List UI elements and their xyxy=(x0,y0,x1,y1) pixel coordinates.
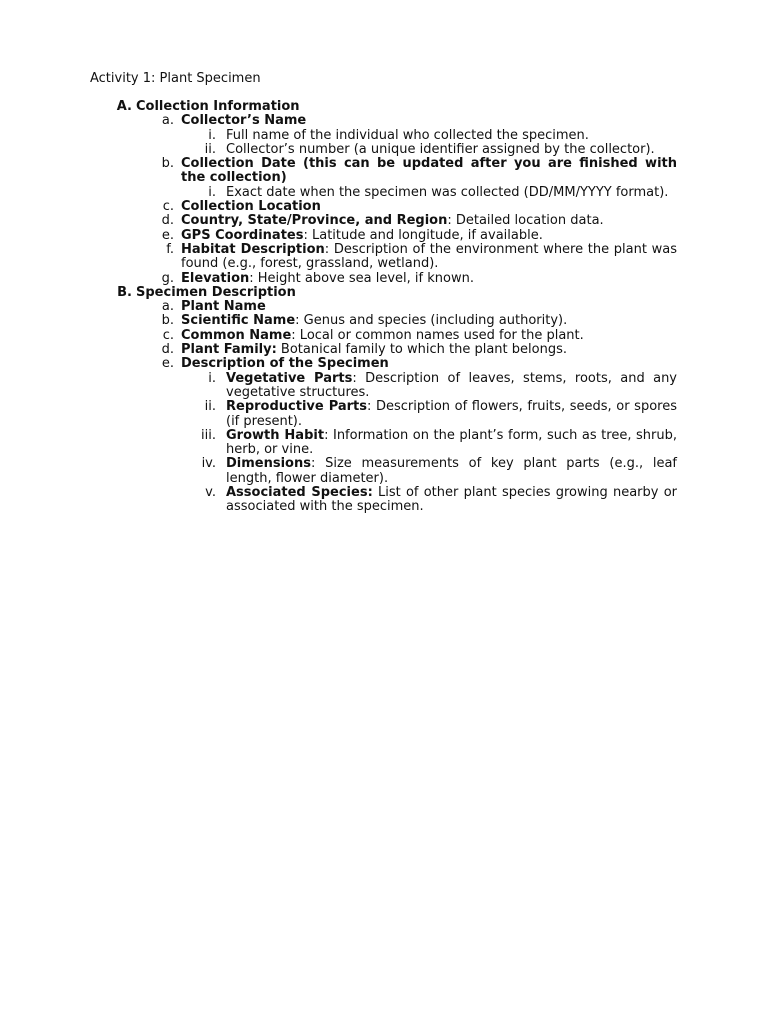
item-term: Description of the Specimen xyxy=(181,356,389,372)
list-item xyxy=(0,229,768,243)
item-marker: e. xyxy=(161,356,174,372)
section-heading xyxy=(0,286,768,300)
list-item xyxy=(0,243,768,272)
item-term: Elevation xyxy=(181,270,250,286)
sub-item-desc: : Description of leaves, stems, roots, and any vegetative structures. xyxy=(226,370,677,400)
section-title: Specimen Description xyxy=(136,284,296,300)
item-marker: b. xyxy=(161,156,174,172)
section-heading xyxy=(0,100,768,114)
sub-item-desc: : Size measurements of key plant parts (e.g., leaf length, flower diameter). xyxy=(226,456,677,486)
section-title: Collection Information xyxy=(136,99,300,114)
sub-item-term: Growth Habit xyxy=(226,427,325,443)
sub-item-desc: Exact date when the specimen was collected (DD/MM/YYYY format). xyxy=(226,184,669,200)
sub-list-item xyxy=(0,457,768,486)
list-item xyxy=(0,200,768,214)
sub-item-marker: v. xyxy=(205,485,216,501)
list-item xyxy=(0,329,768,343)
item-term: Collection Date (this can be updated after you are finished with the collection) xyxy=(181,156,677,186)
sub-item-desc: Collector’s number (a unique identifier assigned by the collector). xyxy=(226,141,655,157)
sub-list-item xyxy=(0,400,768,429)
sub-item-marker: i. xyxy=(208,184,216,200)
sub-item-marker: iv. xyxy=(201,456,216,472)
sub-item-marker: ii. xyxy=(204,399,216,415)
list-item xyxy=(0,357,768,371)
item-marker: b. xyxy=(161,313,174,329)
item-desc: : Latitude and longitude, if available. xyxy=(303,227,543,243)
sub-item-marker: i. xyxy=(208,127,216,143)
outline-list xyxy=(0,100,768,515)
item-term: GPS Coordinates xyxy=(181,227,304,243)
item-desc: : Detailed location data. xyxy=(447,213,604,229)
item-marker: c. xyxy=(162,327,174,343)
item-marker: a. xyxy=(161,113,174,129)
sub-item-marker: ii. xyxy=(204,141,216,157)
sub-list-item xyxy=(0,186,768,200)
item-term: Habitat Description xyxy=(181,241,325,257)
item-term: Collection Location xyxy=(181,199,321,215)
item-marker: g. xyxy=(161,270,174,286)
item-term: Plant Name xyxy=(181,299,266,315)
item-desc: : Description of the environment where the plant was found (e.g., forest, grassland, wetland). xyxy=(181,241,677,272)
item-term: Plant Family: xyxy=(181,342,277,358)
item-desc: : Height above sea level, if known. xyxy=(249,270,474,286)
item-term: Collector’s Name xyxy=(181,113,307,129)
list-item xyxy=(0,157,768,186)
item-marker: e. xyxy=(161,227,174,243)
list-item xyxy=(0,114,768,128)
list-item xyxy=(0,214,768,228)
list-item xyxy=(0,300,768,314)
item-desc: Botanical family to which the plant belongs. xyxy=(276,342,567,358)
item-marker: f. xyxy=(166,241,174,257)
sub-list-item xyxy=(0,486,768,515)
list-item xyxy=(0,314,768,328)
sub-list-item xyxy=(0,429,768,458)
sub-item-term: Vegetative Parts xyxy=(226,370,353,386)
sub-item-term: Reproductive Parts xyxy=(226,399,368,415)
sub-item-desc: : Information on the plant’s form, such as tree, shrub, herb, or vine. xyxy=(226,427,677,458)
sub-item-marker: iii. xyxy=(201,427,216,443)
item-marker: c. xyxy=(162,199,174,215)
sub-item-desc: Full name of the individual who collected the specimen. xyxy=(226,127,589,143)
sub-item-desc: : Description of flowers, fruits, seeds, or spores (if present). xyxy=(226,399,677,429)
list-item xyxy=(0,343,768,357)
sub-list-item xyxy=(0,372,768,401)
item-desc: : Local or common names used for the plant. xyxy=(291,327,584,343)
section-marker: B. xyxy=(117,284,132,300)
sub-list-item xyxy=(0,143,768,157)
item-term: Common Name xyxy=(181,327,292,343)
sub-list-item xyxy=(0,129,768,143)
item-term: Country, State/Province, and Region xyxy=(181,213,448,229)
item-marker: a. xyxy=(161,299,174,315)
item-desc: : Genus and species (including authority). xyxy=(295,313,568,329)
sub-item-term: Dimensions xyxy=(226,456,311,472)
item-marker: d. xyxy=(161,342,174,358)
section-marker: A. xyxy=(116,99,132,114)
item-term: Scientific Name xyxy=(181,313,296,329)
document-title: Activity 1: Plant Specimen xyxy=(90,71,261,86)
sub-item-term: Associated Species: xyxy=(226,485,373,501)
item-marker: d. xyxy=(161,213,174,229)
list-item xyxy=(0,272,768,286)
sub-item-marker: i. xyxy=(208,370,216,386)
sub-item-desc: List of other plant species growing nearby or associated with the specimen. xyxy=(226,485,677,515)
